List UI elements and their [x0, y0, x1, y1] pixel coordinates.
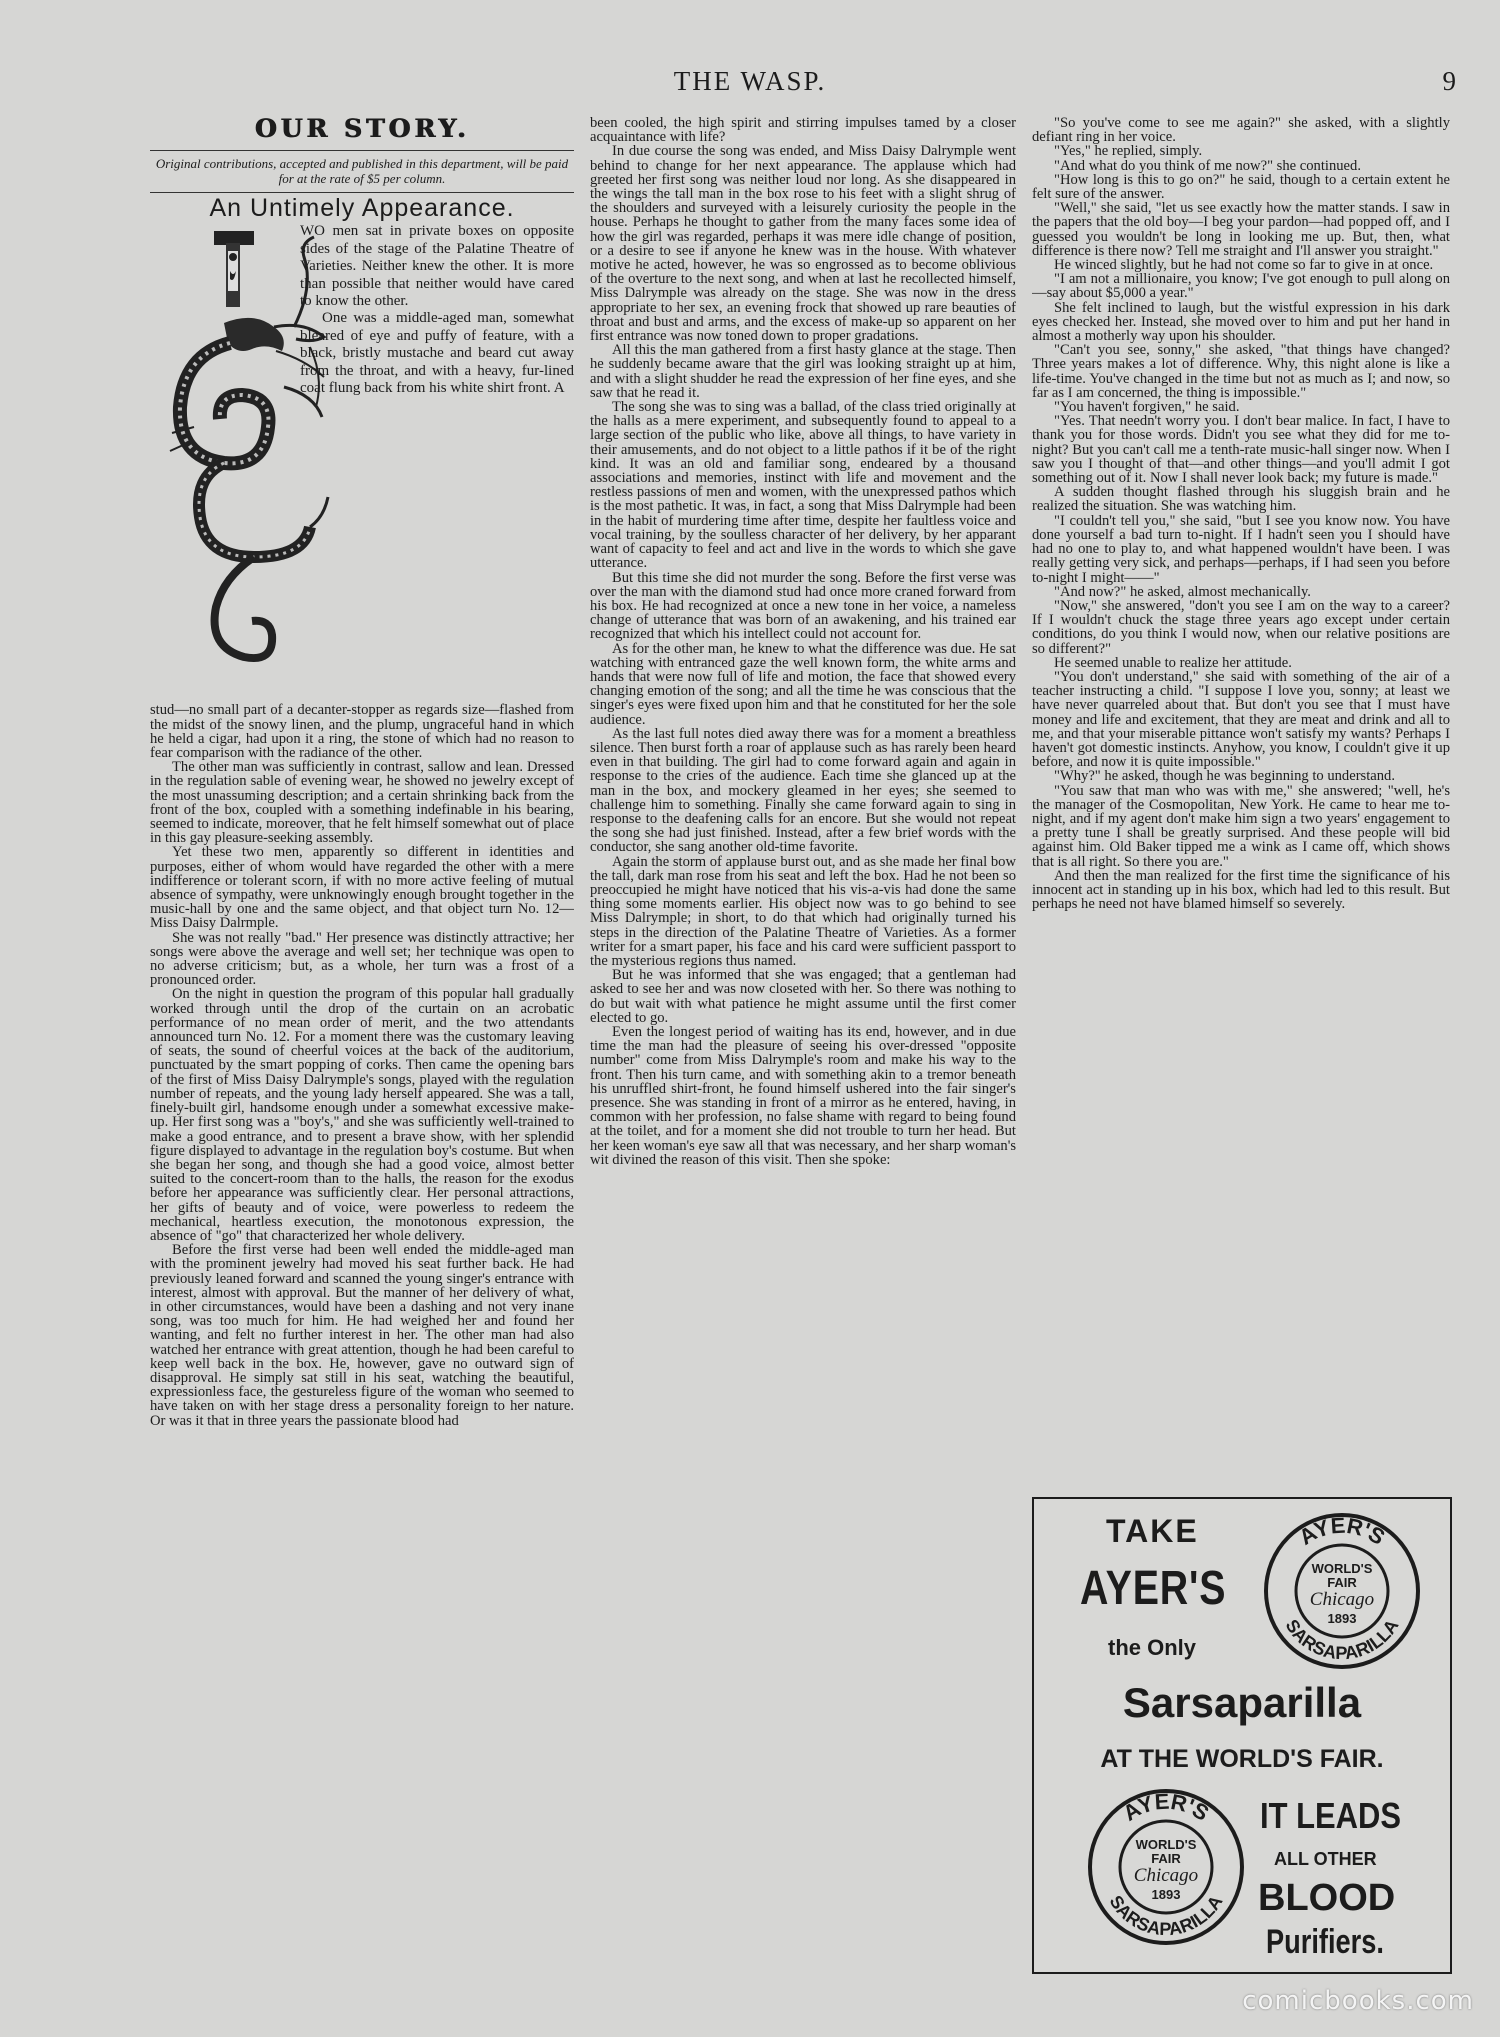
ayers-sarsaparilla-advertisement [1032, 1497, 1452, 1974]
seal-year-text: 1893 [1151, 1887, 1181, 1902]
paragraph: "Well," she said, "let us see exactly how the matter stands. I saw in the papers that the old boy—I beg your pardon—had popped off, and I guessed you wouldn't be long in looking me up. But, then, what difference is there now? Tell me straight and I'll answer you straight." [1032, 200, 1450, 259]
paragraph: "And now?" he asked, almost mechanically. [1054, 583, 1311, 600]
seal-year-text: 1893 [1327, 1611, 1357, 1626]
ad-blood: BLOOD [1258, 1877, 1396, 1919]
column-2 [590, 116, 1016, 1936]
site-watermark: comicbooks.com [1242, 1986, 1474, 2016]
paragraph: She was not really "bad." Her presence was distinctly attractive; her songs were above the average and well set; her technique was open to no adverse criticism; but, as a whole, her turn was a frost of a pronounced order. [150, 929, 574, 989]
column-1 [150, 116, 574, 1936]
paragraph: "You saw that man who was with me," she answered; "well, he's the manager of the Cosmopolitan, New York. He came to hear me to-night, and if my agent don't make him sign a two years' engagement to a pretty tune I shall be greatly surprised. And these people will bid against him. Old Baker tipped me a wink as I came off, which shows that is all right. So there you are." [1032, 782, 1450, 870]
paragraph: Before the first verse had been well ended the middle-aged man with the prominent jewelry had moved his seat further back. He had previously leaned forward and scanned the young singer's entrance with interest, almost with approval. But the manner of her delivery of what, in other circumstances, would have been a dashing and not very inane song, was too much for him. He had weighed her and found her wanting, and felt no further interest in her. The other man had also watched her entrance with great attention, though he had been careful to keep well back in the box. He, however, gave no outward sign of disapproval. He simply sat still in his seat, watching the beautiful, expressionless face, the gestureless figure of the woman who seemed to have taken on with her stage dress a personality foreign to her nature. Or was it that in three years the passionate blood had [150, 1242, 574, 1429]
paragraph: been cooled, the high spirit and stirring impulses tamed by a closer acquaintance with life? [590, 116, 1016, 146]
seal-bottom-text: SARSAPARILLA [1105, 1891, 1227, 1940]
ad-worlds-fair: AT THE WORLD'S FAIR. [1100, 1745, 1384, 1773]
ad-brand: AYER'S [1080, 1562, 1227, 1615]
masthead [0, 66, 1500, 106]
paragraph: "You don't understand," she said with something of the air of a teacher instructing a child. "I suppose I love you, sonny; at least we have never quarreled about that. But don't you see that I must have money and life and excitement, that they are meat and drink and all to me, and that your miserable pittance won't satisfy my wants? Perhaps I haven't got domestic instincts. Anyhow, you know, I couldn't give it up before, and now it is quite impossible." [1032, 668, 1450, 771]
column-3 [1032, 116, 1450, 1488]
story-title: An Untimely Appearance. [209, 194, 515, 223]
ad-it-leads: IT LEADS [1260, 1795, 1402, 1836]
divider [150, 192, 574, 193]
paragraph: She felt inclined to laugh, but the wistful expression in his dark eyes checked her. Instead, she moved over to him and put her hand in almost a motherly way upon his shoulder. [1032, 299, 1450, 345]
ad-all-other: ALL OTHER [1274, 1849, 1377, 1869]
page-number: 9 [1442, 66, 1456, 96]
paragraph: And then the man realized for the first time the significance of his innocent act in standing up in his box, which had led to this result. But perhaps he need not have blamed himself so severely. [1032, 867, 1450, 913]
story-lead-text [300, 223, 574, 397]
paragraph: "Can't you see, sonny," she asked, "that things have changed? Three years makes a lot of difference. Why, this night alone is like a life-time. You've changed in the time but not as much as I; and now, so far as I am concerned, the thing is impossible." [1032, 342, 1450, 401]
paragraph: "Yes," he replied, simply. [1054, 143, 1203, 160]
paragraph: He winced slightly, but he had not come so far to give in at once. [1054, 257, 1434, 274]
paragraph: "So you've come to see me again?" she asked, with a slightly defiant ring in her voice. [1032, 116, 1450, 146]
seal-top-text: AYER'S [1294, 1512, 1390, 1550]
ad-purifiers: Purifiers. [1266, 1923, 1384, 1961]
seal-worlds-text: WORLD'S [1135, 1837, 1197, 1852]
seal-fair-text: FAIR [1151, 1851, 1181, 1866]
paragraph: A sudden thought flashed through his sluggish brain and he realized the situation. She was watching him. [1032, 484, 1450, 515]
seal-city-text: Chicago [1133, 1865, 1199, 1886]
ad-product: Sarsaparilla [1122, 1679, 1362, 1726]
ad-take: TAKE [1106, 1513, 1199, 1549]
paragraph: "And what do you think of me now?" she continued. [1054, 157, 1361, 174]
seal-city-text: Chicago [1309, 1589, 1375, 1610]
section-note: Original contributions, accepted and published in this department, will be paid for at the rate of $5 per column. [155, 156, 569, 187]
paragraph: Again the storm of applause burst out, and as she made her final bow the tall, dark man rose from his seat and left the box. Had he not been so preoccupied he might have noticed that his vis-a-vis had done the same thing some moments earlier. His object now was to go behind to see Miss Dalrymple; in short, to do that which had originally turned his steps in the direction of the Palatine Theatre of Varieties. As a former writer for a smart paper, his face and his card were sufficient passport to the mysterious regions thus named. [590, 853, 1016, 969]
paragraph: The other man was sufficiently in contrast, sallow and lean. Dressed in the regulation sable of evening wear, he showed no jewelry except of the most unassuming description; and a certain shrinking back from the front of the box, coupled with a something indefinable in his bearing, seemed to indicate, moreover, that he felt himself somewhat out of place in this gay pleasure-seeking assembly. [150, 759, 574, 847]
paragraph: In due course the song was ended, and Miss Daisy Dalrymple went behind to change for her next appearance. The applause which had greeted her first song was neither loud nor long. As she disappeared in the wings the tall man in the box rose to his feet with a slight shrug of the shoulders and surveyed with a leisurely curiosity the people in the house. Perhaps he thought to gather from the many faces some idea of how the girl was regarded, perhaps it was mere idle change of position, or a desire to see if anyone he knew was in the house. With whatever motive he acted, however, he was so engrossed as to become oblivious of the overture to the next song, and when at last he recollected himself, Miss Dalrymple was already on the stage. She was now in the dress appropriate to her sex, an evening frock that showed up rare beauties of throat and bust and arms, and the excess of make-up so apparent on her first entrance was now toned down to proper gradations. [590, 143, 1016, 345]
paragraph: "How long is this to go on?" he said, though to a certain extent he felt sure of the answer. [1032, 171, 1450, 203]
worlds-fair-seal [1262, 1511, 1422, 1671]
paragraph: But he was informed that she was engaged; that a gentleman had asked to see her and was now closeted with her. So there was nothing to do but wait with what patience he might assume until the first comer elected to go. [590, 967, 1016, 1026]
paragraph: He seemed unable to realize her attitude. [1054, 654, 1292, 671]
story-body-col1 [150, 703, 574, 1427]
story-lead-paragraph: WO men sat in private boxes on opposite sides of the stage of the Palatine Theatre of Varieties. Neither knew the other. It is more than possible that neither would have cared to know the other. [300, 223, 574, 310]
publication-title: THE WASP. [673, 66, 827, 96]
paragraph: "I couldn't tell you," she said, "but I see you know now. You have done yourself a bad turn to-night. If I hadn't seen you I should have had no one to play to, and what happened wouldn't have been. I was really getting very sick, and perhaps—perhaps, if I had seen you before to-night I might——" [1032, 512, 1450, 586]
paragraph: stud—no small part of a decanter-stopper as regards size—flashed from the midst of the snowy linen, and the plump, ungraceful hand in which he held a cigar, had upon it a ring, the stone of which had no reason to fear comparison with the radiance of the other. [150, 702, 574, 762]
seal-bottom-text: SARSAPARILLA [1281, 1615, 1403, 1664]
paragraph: "Why?" he asked, though he was beginning to understand. [1054, 768, 1396, 785]
paragraph: As the last full notes died away there was for a moment a breathless silence. Then burst forth a roar of applause such as has rarely been heard even in that building. The girl had to come forward again and again in response to the cries of the audience. Each time she glanced up at the man in the box, and mockery gleamed in her eyes; she seemed to challenge him to something. Finally she came forward again to sing in response to the deafening calls for an encore. But she would not repeat the song she had just finished. Instead, after a few brief words with the conductor, she sang another old-time favorite. [590, 725, 1016, 856]
paragraph: "You haven't forgiven," he said. [1054, 399, 1240, 416]
paragraph: The song she was to sing was a ballad, of the class tried originally at the halls as a mere experiment, and subsequently found to appeal to a large section of the public who like, above all things, to have variety in their amusements, and do not object to a little pathos if it be of the right kind. It was an old and familiar song, endeared by a thousand associations and memories, instinct with life and movement and the restless passions of men and women, with the unexpressed pathos which is the most pathetic. It was, in fact, a song that Miss Dalrymple had been in the habit of murdering time after time, despite her faultless voice and vocal training, by the soulless character of her delivery, by her apparant want of capacity to feel and act and live in the words to which she gave utterance. [590, 399, 1016, 572]
paragraph: But this time she did not murder the song. Before the first verse was over the man with the diamond stud had once more craned forward from his box. He had recognized at once a new tone in her voice, a nameless change of utterance that was born of an awakening, and his trained ear recognized that which his intellect could not account for. [590, 569, 1016, 643]
paragraph: Yet these two men, apparently so different in identities and purposes, either of whom would have regarded the other with a mere indifference or tolerant scorn, if with no more active feeling of mutual absence of sympathy, were unknowingly enough brought together in the music-hall by one and the same object, and that object turn No. 12—Miss Daisy Dalrmple. [150, 844, 574, 932]
story-lead [150, 223, 574, 703]
seal-top-text: AYER'S [1118, 1788, 1214, 1826]
story-lead-paragraph-2: One was a middle-aged man, somewhat bleared of eye and puffy of feature, with a black, bristly mustache and beard cut away from the throat, and with a heavy, fur-lined coat flung back from his white shirt front. A [300, 310, 574, 397]
ad-the-only: the Only [1108, 1635, 1197, 1660]
paragraph: Even the longest period of waiting has its end, however, and in due time the man had the pleasure of seeing his over-dressed "opposite number" come from Miss Dalrymple's room and make his way to the front. Then his turn came, and with something akin to a tremor beneath his unruffled shirt-front, he found himself ushered into the fair singer's presence. She was standing in front of a mirror as he entered, having, in common with her profession, no false shame with regard to being found at the toilet, and for a moment she did not trouble to turn her head. But her keen woman's eye saw all that was necessary, and her sharp woman's wit divined the reason of this visit. Then she spoke: [590, 1024, 1016, 1168]
paragraph: "Now," she answered, "don't you see I am on the way to a career? If I wouldn't chuck the stage three years ago except under certain conditions, do you think I would now, when our relative positions are so different?" [1032, 597, 1450, 657]
paragraph: All this the man gathered from a first hasty glance at the stage. Then he suddenly became aware that the girl was looking straight up at him, and with a slight shudder he read the expression of her fine eyes, and she saw that he read it. [590, 342, 1016, 401]
paragraph: As for the other man, he knew to what the difference was due. He sat watching with entranced gaze the well known form, the white arms and hands that were now full of life and motion, the face that showed every changing emotion of the song; and all the time he was conscious that the singer's eyes were fixed upon him and that he constituted for her the sole audience. [590, 640, 1016, 728]
seal-fair-text: FAIR [1327, 1575, 1357, 1590]
paragraph: On the night in question the program of this popular hall gradually worked through until the drop of the curtain on an acrobatic performance of no mean order of merit, and the two attendants announced turn No. 12. For a moment there was the customary leaving of seats, the sound of cheerful voices at the back of the auditorium, punctuated by the smart popping of corks. Then came the opening bars of the first of Miss Daisy Dalrymple's songs, played with the regulation number of repeats, and the young lady herself appeared. She was a tall, finely-built girl, handsome enough under a somewhat excessive make-up. Her first song was a "boy's," and she was sufficiently well-trained to make a good entrance, and to present a brave show, with her splendid figure displayed to advantage in the regulation boy's costume. But when she began her song, and though she had a good voice, almost better suited to the concert-room than to the halls, the reason for the exodus before her appearance was sufficiently clear. Her personal attractions, her gifts of beauty and of voice, were powerless to redeem the mechanical, heartless execution, the monotonous expression, the absence of "go" that characterized her whole delivery. [150, 986, 574, 1244]
seal-worlds-text: WORLD'S [1311, 1561, 1373, 1576]
paragraph: "Yes. That needn't worry you. I don't bear malice. In fact, I have to thank you for those words. Didn't you see what they did for me to-night? But you can't call me a tenth-rate music-hall singer now. When I saw you I thought of that—and other things—and you'll admit I got something out of it. Now I shall never look back; my future is made." [1032, 413, 1450, 487]
section-heading: OUR STORY. [254, 116, 470, 143]
worlds-fair-seal [1086, 1787, 1246, 1947]
paragraph: "I am not a millionaire, you know; I've got enough to pull along on—say about $5,000 a year." [1032, 271, 1450, 302]
